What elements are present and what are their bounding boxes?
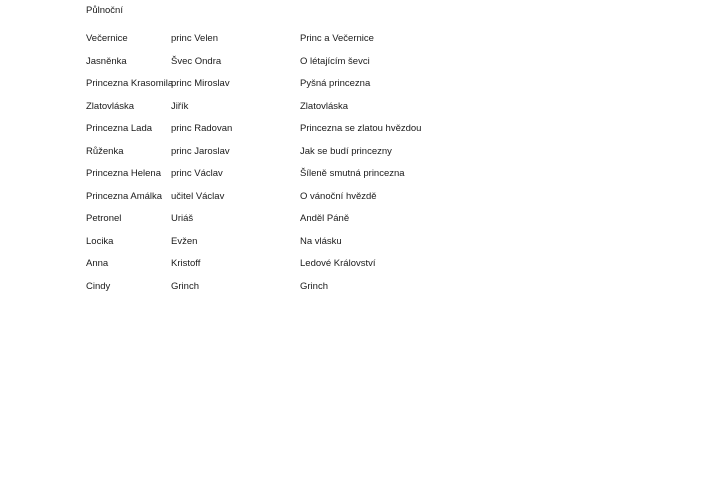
film-title: Pyšná princezna — [300, 78, 371, 90]
hero-name: Evžen — [171, 235, 198, 247]
heroine-name: Cindy — [86, 280, 111, 292]
table-row — [86, 73, 646, 96]
table-row — [86, 28, 646, 51]
table-row — [86, 163, 646, 186]
table-row — [86, 186, 646, 209]
list-heading: Půlnoční — [86, 5, 123, 16]
hero-name: Švec Ondra — [171, 55, 222, 67]
character-table — [86, 28, 646, 298]
heroine-name: Večernice — [86, 33, 128, 45]
hero-name: princ Miroslav — [171, 78, 230, 90]
heroine-name: Princezna Amálka — [86, 190, 163, 202]
film-title: Zlatovláska — [300, 100, 349, 112]
heroine-name: Princezna Krasomila — [86, 78, 174, 90]
hero-name: Grinch — [171, 280, 199, 292]
hero-name: Uriáš — [171, 213, 194, 225]
hero-name: Kristoff — [171, 258, 201, 270]
table-row — [86, 208, 646, 231]
heroine-name: Jasněnka — [86, 55, 127, 67]
heroine-name: Zlatovláska — [86, 100, 135, 112]
hero-name: Jiřík — [171, 100, 189, 112]
film-title: Princezna se zlatou hvězdou — [300, 123, 422, 135]
heroine-name: Anna — [86, 258, 109, 270]
table-row — [86, 141, 646, 164]
film-title: Grinch — [300, 280, 328, 292]
film-title: Anděl Páně — [300, 213, 350, 225]
table-row — [86, 253, 646, 276]
table-row — [86, 96, 646, 119]
hero-name: princ Velen — [171, 33, 219, 45]
hero-name: princ Radovan — [171, 123, 233, 135]
table-row — [86, 276, 646, 299]
film-title: Jak se budí princezny — [300, 145, 392, 157]
heroine-name: Princezna Lada — [86, 123, 153, 135]
film-title: Princ a Večernice — [300, 33, 374, 45]
hero-name: princ Václav — [171, 168, 223, 180]
film-title: Na vlásku — [300, 235, 342, 247]
film-title: O vánoční hvězdě — [300, 190, 377, 202]
heroine-name: Růženka — [86, 145, 124, 157]
film-title: O létajícím ševci — [300, 55, 370, 67]
hero-name: učitel Václav — [171, 190, 225, 202]
table-row — [86, 51, 646, 74]
heroine-name: Locika — [86, 235, 114, 247]
film-title: Ledové Království — [300, 258, 376, 270]
table-row — [86, 118, 646, 141]
hero-name: princ Jaroslav — [171, 145, 230, 157]
film-title: Šíleně smutná princezna — [300, 168, 405, 180]
table-row — [86, 231, 646, 254]
heroine-name: Petronel — [86, 213, 122, 225]
heroine-name: Princezna Helena — [86, 168, 161, 180]
